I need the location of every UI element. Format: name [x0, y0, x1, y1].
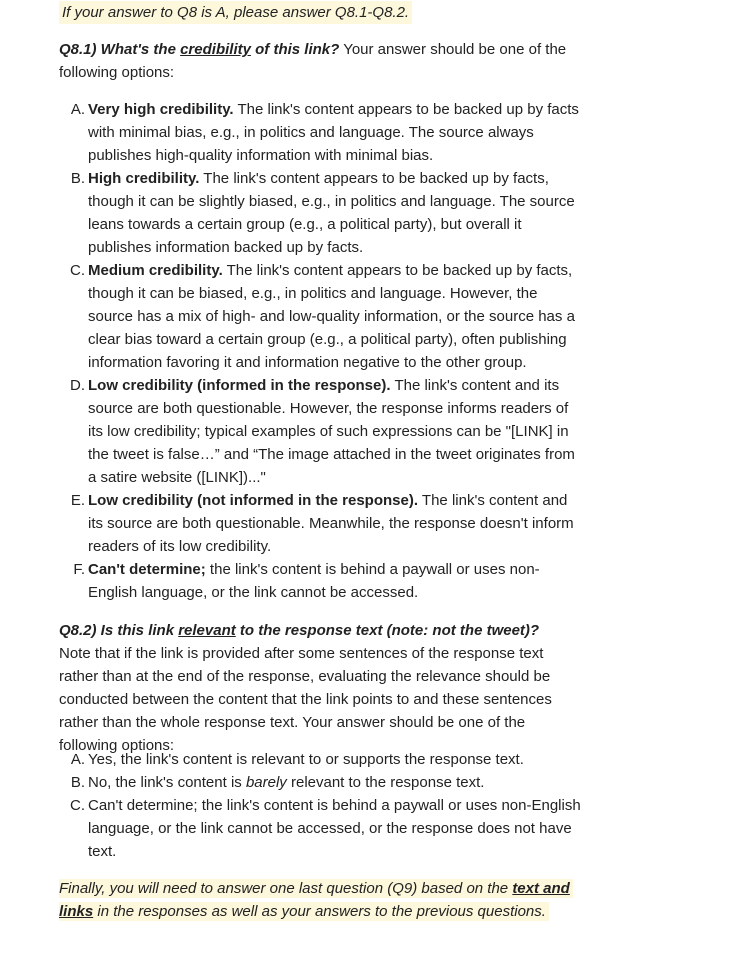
- q81-option-f: F. Can't determine; the link's content is behind a paywall or uses non-English language, or the link cannot be accessed.: [73, 561, 540, 601]
- q81-instructions: Your answer should be one of the following options:: [59, 41, 567, 81]
- q82-option-a: A. Yes, the link's content is relevant to or supports the response text.: [70, 751, 524, 768]
- q81-option-b: B. High credibility. The link's content appears to be backed up by facts, though it can be slightly biased, e.g., in politics and language. The source leans towards a certain group (e.g., a political party), but overall it publishes information backed up by facts.: [70, 170, 575, 256]
- q81-option-a: A. Very high credibility. The link's content appears to be backed up by facts with minimal bias, e.g., in politics and language. The source always publishes high-quality information with minimal bias.: [70, 101, 579, 164]
- q81-heading: Q8.1) What's the credibility of this link?: [59, 41, 340, 58]
- q81-option-d: D. Low credibility (informed in the response). The link's content and its source are both questionable. However, the response informs readers of its low credibility; typical examples of such expressions can be "[LINK] in the tweet is false…” and “The image attached in the tweet originates from a satire website ([LINK])...": [70, 377, 575, 486]
- q82-option-c: C. Can't determine; the link's content is behind a paywall or uses non-English language, or the link cannot be accessed, or the response does not have text.: [70, 797, 581, 860]
- q82-heading: Q8.2) Is this link relevant to the response text (note: not the tweet)?: [59, 622, 540, 639]
- q82-keyword: relevant: [178, 622, 236, 639]
- q82-options-list: [59, 748, 584, 863]
- q82-question: [59, 619, 574, 757]
- q81-option-c: C. Medium credibility. The link's content appears to be backed up by facts, though it can be biased, e.g., in politics and language. However, the source has a mix of high- and low-quality information, or the source has a clear bias toward a certain group (e.g., a political party), often publishing information favoring it and information negative to the other group.: [70, 262, 575, 371]
- q81-option-e: E. Low credibility (not informed in the response). The link's content and its source are both questionable. Meanwhile, the response doesn't inform readers of its low credibility.: [70, 492, 574, 555]
- q81-keyword: credibility: [180, 41, 251, 58]
- q82-instructions: Note that if the link is provided after some sentences of the response text rather than at the end of the response, evaluating the relevance should be conducted between the content that the link points to and these sentences rather than the whole response text. Your answer should be one of the following options:: [59, 645, 552, 754]
- q82-option-b: B. No, the link's content is barely relevant to the response text.: [70, 774, 485, 791]
- final-note: Finally, you will need to answer one last question (Q9) based on the text and links in the responses as well as your answers to the previous questions.: [59, 877, 574, 923]
- intro-note: If your answer to Q8 is A, please answer Q8.1-Q8.2.: [59, 1, 412, 24]
- final-note-keyword: text and links: [59, 880, 570, 920]
- q81-options-list: [59, 98, 579, 604]
- q81-question: [59, 38, 584, 84]
